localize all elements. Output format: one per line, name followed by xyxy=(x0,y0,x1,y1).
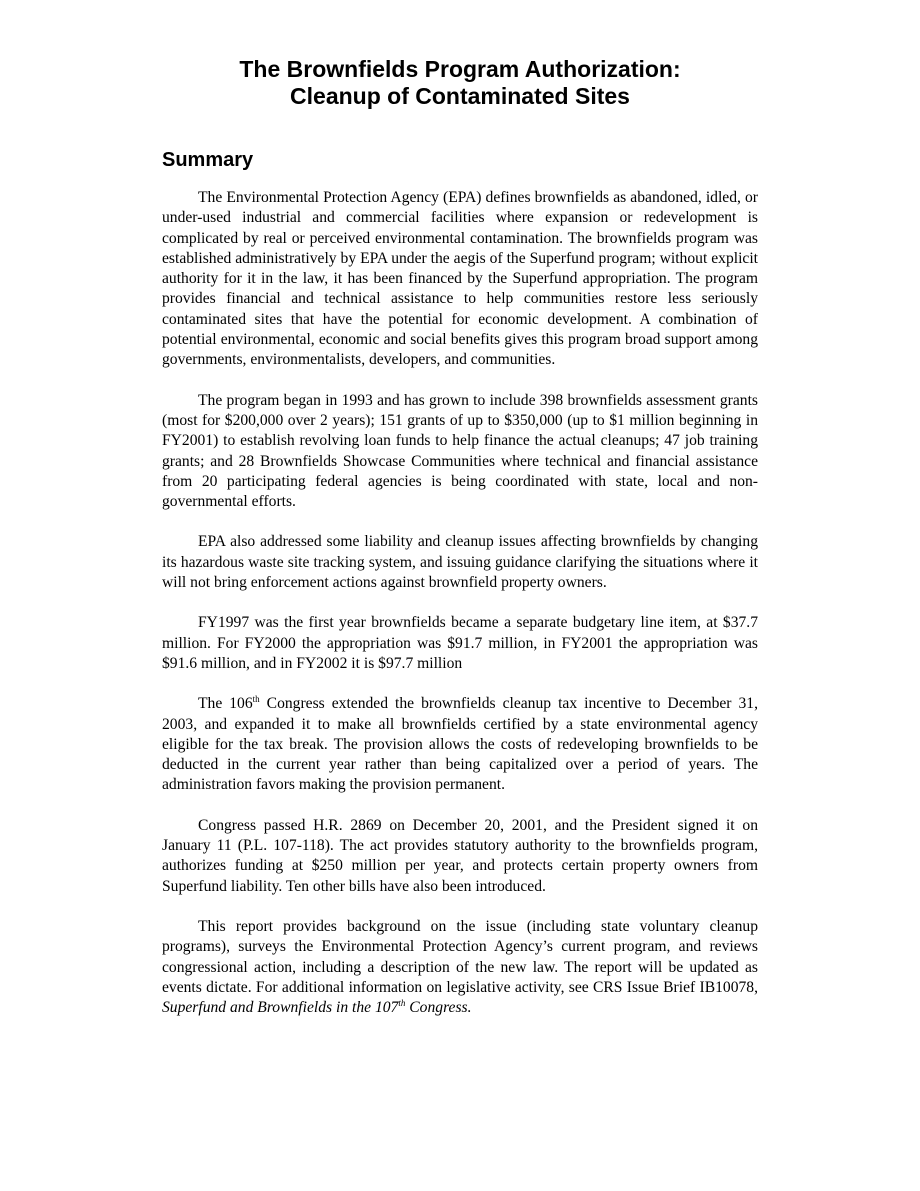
paragraph-definition: The Environmental Protection Agency (EPA) defines brownfields as abandoned, idled, or under-used industrial and commercial facilities where expansion or redevelopment is complicated by real or perceived environmental contamination. The brownfields program was established administratively by EPA under the aegis of the Superfund program; without explicit authority for it in the law, it has been financed by the Superfund appropriation. The program provides financial and technical assistance to help communities restore less seriously contaminated sites that have the potential for economic development. A combination of potential environmental, economic and social benefits gives this program broad support among governments, environmentalists, developers, and communities. xyxy=(162,189,758,369)
section-heading-summary: Summary xyxy=(162,149,254,171)
paragraph-appropriations: FY1997 was the first year brownfields became a separate budgetary line item, at $37.7 million. For FY2000 the appropriation was $91.7 million, in FY2001 the appropriation was $91.6 million, and in FY2002 it is $97.7 million xyxy=(162,614,758,672)
document-title xyxy=(162,56,758,110)
tax-incentive-text-rest: Congress extended the brownfields cleanup tax incentive to December 31, 2003, and expanded it to make all brownfields certified by a state environmental agency eligible for the tax break. The provision allows the costs of redeveloping brownfields to be deducted in the current year rather than being capitalized over a period of years. The administration favors making the provision permanent. xyxy=(162,695,758,794)
issue-brief-title-text: Superfund and Brownfields in the 107 xyxy=(162,999,399,1017)
issue-brief-title-end: Congress. xyxy=(405,999,472,1017)
report-scope-text: This report provides background on the issue (including state voluntary cleanup programs), surveys the Environmental Protection Agency’s current program, and reviews congressional action, including a description of the new law. The report will be updated as events dictate. For additional information on legislative activity, see CRS Issue Brief IB10078, xyxy=(162,917,758,996)
paragraph-report-scope xyxy=(162,917,758,1018)
tax-incentive-text-start: The 106 xyxy=(198,695,253,713)
issue-brief-ordinal-suffix: th xyxy=(398,997,406,1008)
issue-brief-title xyxy=(162,999,472,1016)
paragraph-tax-incentive xyxy=(162,694,758,795)
title-line-1: The Brownfields Program Authorization: xyxy=(239,56,681,82)
paragraph-legislation: Congress passed H.R. 2869 on December 20, 2001, and the President signed it on January 11 (P.L. 107-118). The act provides statutory authority to the brownfields program, authorizes funding at $250 million per year, and protects certain property owners from Superfund liability. Ten other bills have also been introduced. xyxy=(162,816,758,895)
document-page xyxy=(162,56,758,1018)
paragraph-program-growth: The program began in 1993 and has grown to include 398 brownfields assessment grants (most for $200,000 over 2 years); 151 grants of up to $350,000 (up to $1 million beginning in FY2001) to establish revolving loan funds to help finance the actual cleanups; 47 job training grants; and 28 Brownfields Showcase Communities where technical and financial assistance from 20 participating federal agencies is being coordinated with state, local and non-governmental efforts. xyxy=(162,391,758,511)
paragraph-liability: EPA also addressed some liability and cleanup issues affecting brownfields by changing its hazardous waste site tracking system, and issuing guidance clarifying the situations where it will not bring enforcement actions against brownfield property owners. xyxy=(162,533,758,592)
ordinal-suffix: th xyxy=(252,694,260,705)
title-line-2: Cleanup of Contaminated Sites xyxy=(290,83,630,109)
